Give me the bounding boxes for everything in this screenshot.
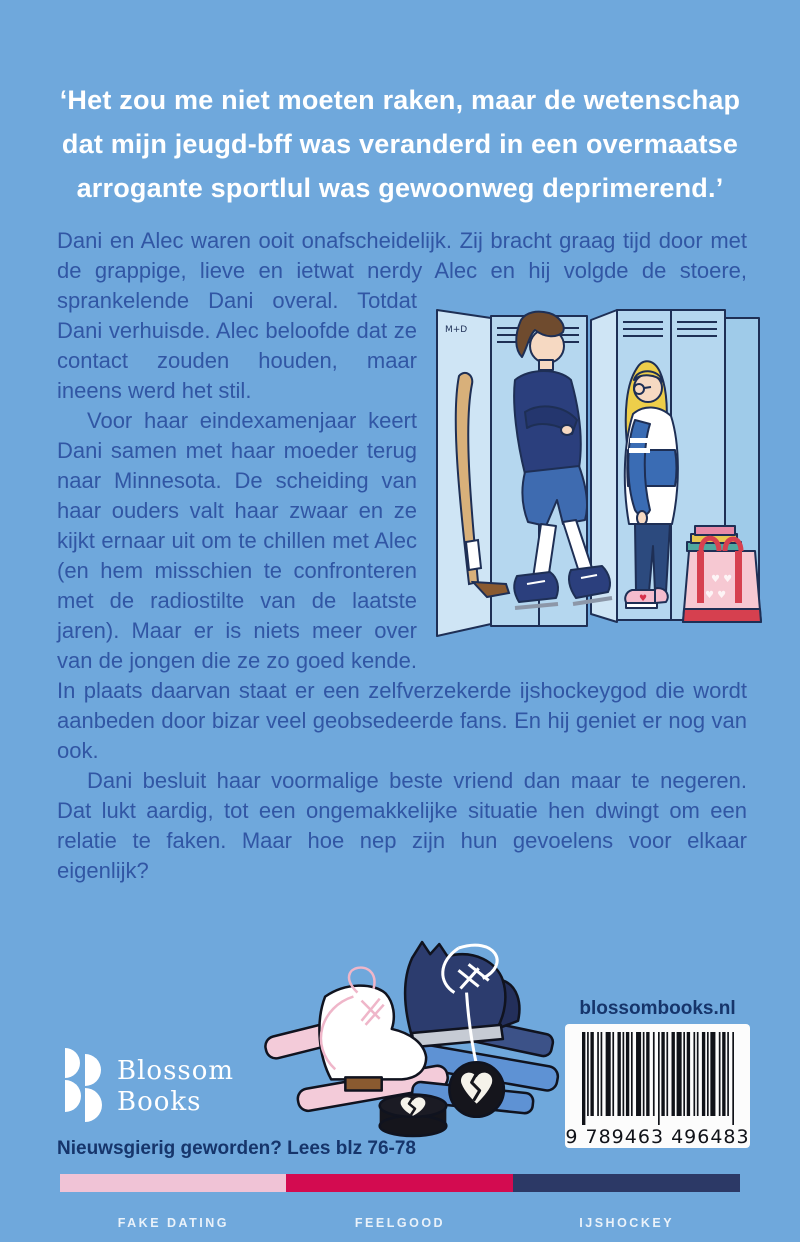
svg-text:♥ ♥: ♥ ♥ [705, 590, 727, 601]
genre-label-ijshockey: IJSHOCKEY [579, 1216, 675, 1230]
isbn-number: 9 789463 496483 [565, 1126, 750, 1148]
synopsis-paragraph-2: Voor haar eindexamenjaar keert Dani samen met haar moeder terug naar Minnesota. De scheiding van haar ouders valt haar zwaar en ze kijkt ernaar uit om te chillen met Alec (en hem misschien te confronteren met de radiostilte van de laatste jaren). Maar er is niets meer over van de jongen die ze zo goed kende. In plaats daarvan staat er een zelfverzekerde ijshockeygod die wordt aanbeden door bizar veel geobsedeerde fans. En hij geniet er nog van ook. [57, 408, 747, 763]
barcode-bars [579, 1032, 737, 1126]
website-label: blossombooks.nl [579, 998, 736, 1019]
synopsis-paragraph-3: Dani besluit haar voormalige beste vriend dan maar te negeren. Dat lukt aardig, tot een ongemakkelijke situatie hen dwingt om een relatie te faken. Maar hoe nep zijn hun gevoelens voor elkaar eigenlijk? [57, 768, 747, 883]
locker-scene-illustration [429, 292, 765, 644]
barcode [565, 1024, 750, 1148]
genre-labels [60, 1216, 740, 1230]
shoe-heart-icon: ♥ [639, 594, 648, 604]
synopsis-paragraph-1-start: Dani en Alec waren ooit onafscheidelijk. Zij bracht graag tijd door met de grappige, lieve en ietwat nerdy Alec en hij volgde de stoere, [57, 228, 747, 283]
genre-segment-ijshockey [513, 1174, 740, 1192]
publisher-name [117, 1056, 234, 1118]
bb-logo-mark-icon [55, 1046, 107, 1122]
puck-broken-heart-right [449, 1062, 504, 1117]
svg-text:♥ ♥: ♥ ♥ [711, 574, 733, 585]
synopsis [57, 226, 747, 886]
quote [40, 78, 760, 210]
genre-segment-feelgood [286, 1174, 513, 1192]
genre-label-feelgood: FEELGOOD [354, 1216, 446, 1230]
locker-graffiti: M+D [445, 325, 468, 335]
quote-line-1: ‘Het zou me niet moeten raken, maar de wetenschap [59, 85, 741, 115]
quote-line-3: arrogante sportlul was gewoonweg deprimerend.’ [76, 173, 724, 203]
puck-broken-heart-left [380, 1095, 447, 1136]
publisher-name-line-2: Books [117, 1087, 202, 1117]
publisher-name-line-1: Blossom [117, 1056, 235, 1086]
genre-label-fake-dating: FAKE DATING [117, 1216, 229, 1230]
synopsis-paragraph-1-end: sprankelende Dani overal. Totdat Dani verhuisde. Alec beloofde dat ze contact zouden houden, maar ineens werd het stil. [57, 288, 417, 403]
quote-line-2: dat mijn jeugd-bff was veranderd in een overmaatse [61, 129, 739, 159]
genre-bar [60, 1174, 740, 1192]
skates-illustration [256, 936, 568, 1138]
publisher-logo [55, 1046, 234, 1122]
genre-segment-fake-dating [60, 1174, 286, 1192]
curiosity-note: Nieuwsgierig geworden? Lees blz 76-78 [57, 1138, 416, 1159]
